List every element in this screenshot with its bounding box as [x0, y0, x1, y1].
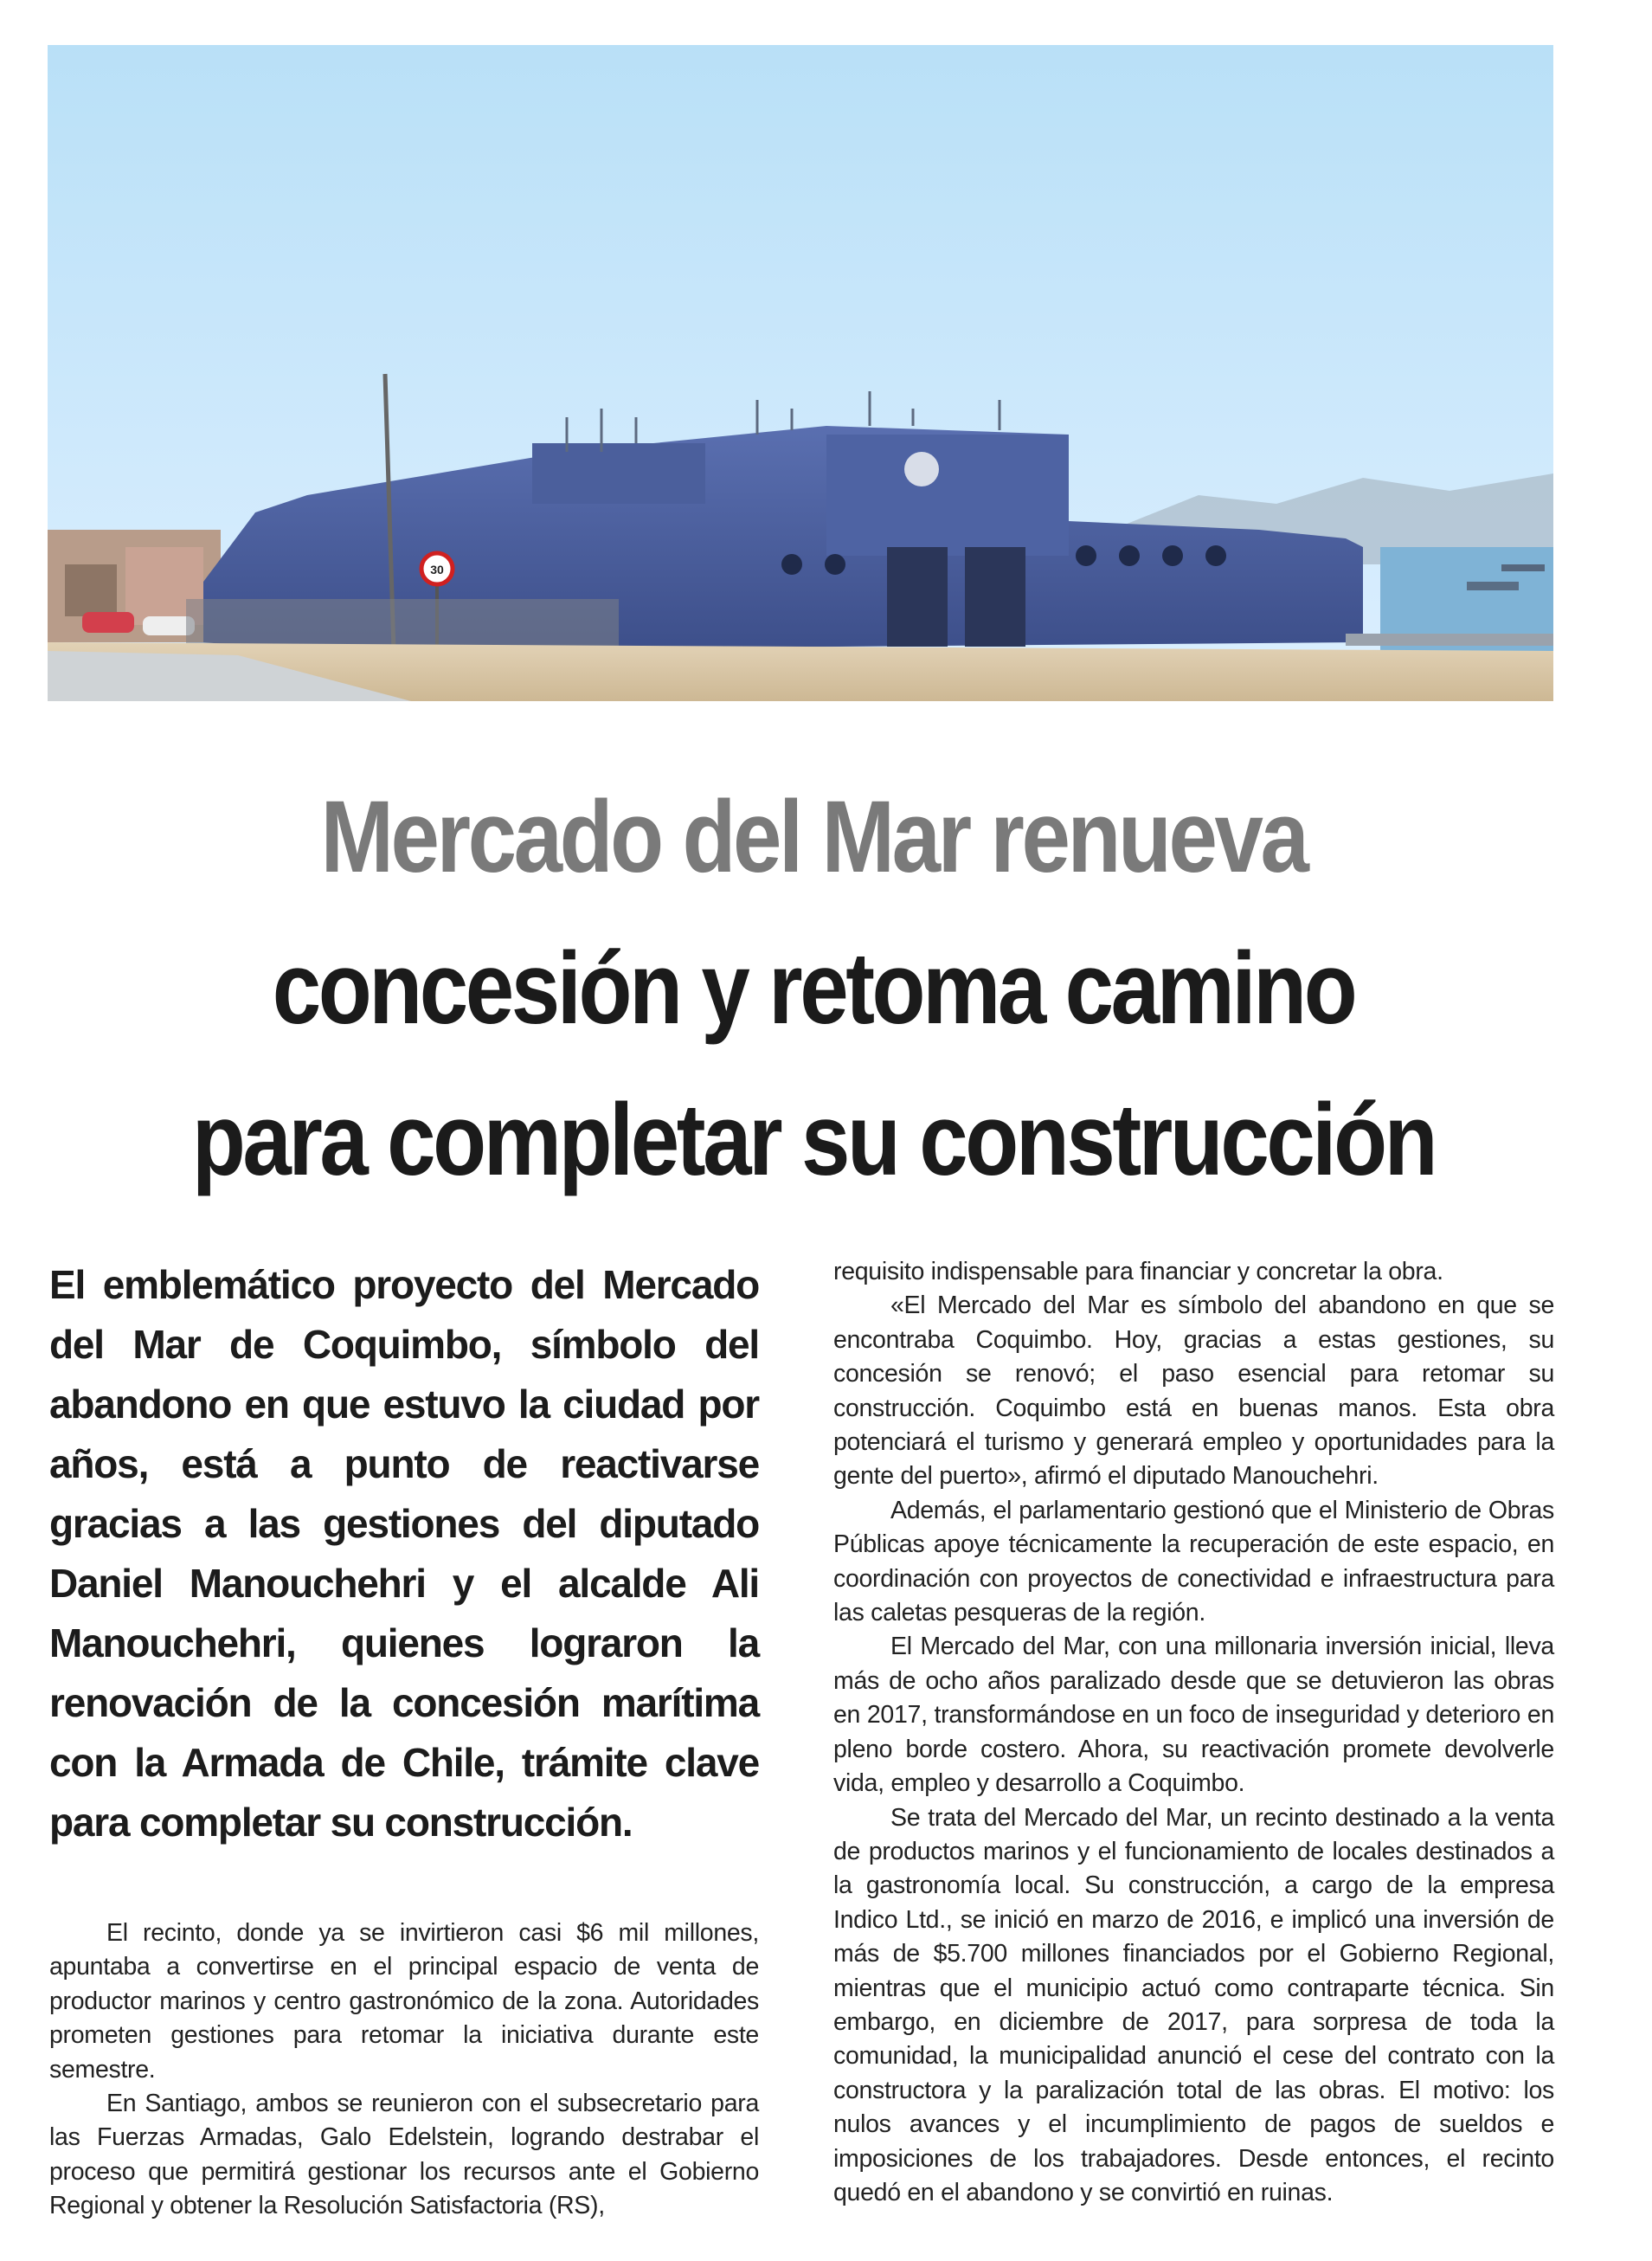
right-column: [833, 1255, 1554, 2210]
body-paragraph: En Santiago, ambos se reunieron con el subsecretario para las Fuerzas Armadas, Galo Edelstein, logrando destrabar el proceso que permitirá gestionar los recursos ante el Gobierno Regional y obtener la Resolución Satisfactoria (RS),: [49, 2090, 759, 2220]
left-column: [49, 1255, 759, 2224]
lead-paragraph: El emblemático proyecto del Mercado del Mar de Coquimbo, símbolo del abandono en que estuvo la ciudad por años, está a punto de reactivarse gracias a las gestiones del diputado Daniel Manouchehri y el alcalde Ali Manouchehri, quienes lograron la renovación de la concesión marítima con la Armada de Chile, trámite clave para completar su construcción.: [49, 1262, 759, 1845]
body-paragraph: El Mercado del Mar, con una millonaria inversión inicial, lleva más de ocho años paralizado desde que se detuvieron las obras en 2017, transformándose en un foco de inseguridad y deterioro en pleno borde costero. Ahora, su reactivación promete devolverle vida, empleo y desarrollo a Coquimbo.: [833, 1633, 1554, 1798]
quote-paragraph: «El Mercado del Mar es símbolo del abandono en que se encontraba Coquimbo. Hoy, gracias a estas gestiones, su concesión se renovó; el paso esencial para retomar su construcción. Coquimbo está en buenas manos. Esta obra potenciará el turismo y generará empleo y oportunidades para la gente del puerto», afirmó el diputado Manouchehri.: [833, 1292, 1554, 1491]
left-body: [49, 1916, 759, 2224]
speed-sign: 30: [430, 563, 444, 577]
article-photo: [48, 45, 1553, 701]
body-paragraph: Además, el parlamentario gestionó que el Ministerio de Obras Públicas apoye técnicamente la recuperación de este espacio, en coordinación con proyectos de conectividad e infraestructura para las caletas pesqueras de la región.: [833, 1496, 1554, 1627]
headline-line-1: Mercado del Mar renueva: [320, 780, 1307, 894]
body-paragraph: requisito indispensable para financiar y concretar la obra.: [833, 1258, 1443, 1285]
body-paragraph: Se trata del Mercado del Mar, un recinto destinado a la venta de productos marinos y el funcionamiento de locales destinados a la gastronomía local. Su construcción, a cargo de la empresa Indico Ltd., se inició en marzo de 2016, e implicó una inversión de más de $5.700 millones financiados por el Gobierno Regional, mientras que el municipio actuó como contraparte técnica. Sin embargo, en diciembre de 2017, para sorpresa de toda la comunidad, la municipalidad anunció el cese del contrato con la constructora y la paralización total de las obras. El motivo: los nulos avances y el incumplimiento de pagos de sueldos e imposiciones de los trabajadores. Desde entonces, el recinto quedó en el abandono y se convirtió en ruinas.: [833, 1803, 1554, 2206]
headline: [144, 762, 1483, 1216]
body-paragraph: El recinto, donde ya se invirtieron casi $6 mil millones, apuntaba a convertirse en el principal espacio de venta de productor marinos y centro gastronómico de la zona. Autoridades prometen gestiones para retomar la iniciativa durante este semestre.: [49, 1919, 759, 2084]
headline-line-2: concesión y retoma camino: [272, 931, 1355, 1046]
building-photo-icon: [48, 45, 1553, 701]
headline-line-3: para completar su construcción: [191, 1083, 1436, 1197]
